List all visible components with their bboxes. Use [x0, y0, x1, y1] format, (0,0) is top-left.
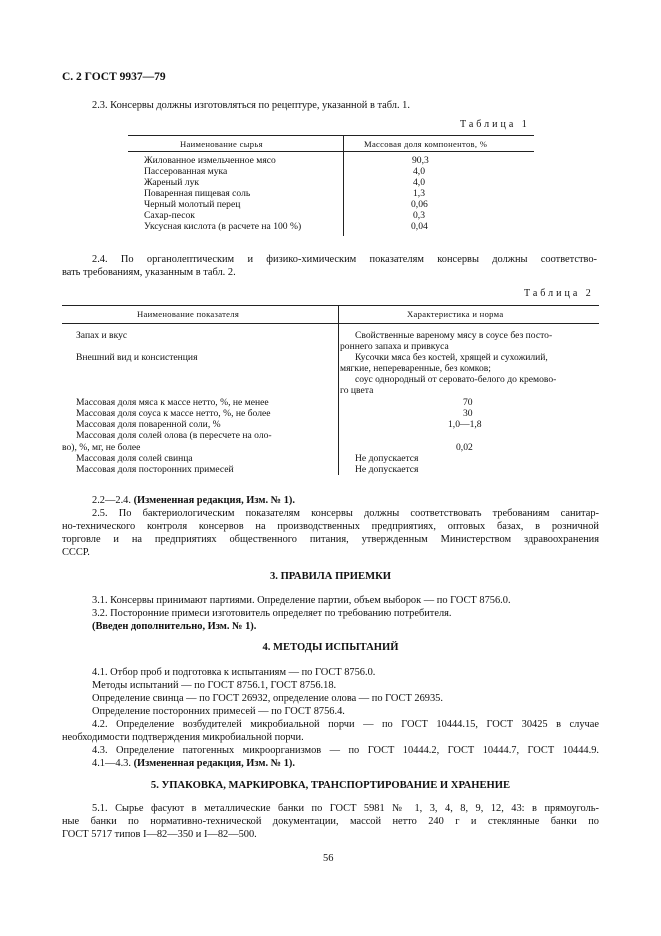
table1-row-name: Черный молотый перец [144, 199, 241, 210]
table2-row-value: соус однородный от серовато-белого до кремово- [355, 374, 557, 385]
paragraph-5-1-line3: ГОСТ 5717 типов I—82—350 и I—82—500. [62, 829, 257, 840]
table2-row-value: мягкие, непереваренные, без комков; [340, 363, 491, 374]
table2-row-name: Массовая доля соуса к массе нетто, %, не более [76, 408, 271, 419]
table2-row-name: Массовая доля солей свинца [76, 453, 193, 464]
section-3-title: 3. ПРАВИЛА ПРИЕМКИ [269, 571, 392, 582]
table2-row-value: 30 [463, 408, 473, 419]
table1-row-name: Жилованное измельченное мясо [144, 155, 276, 166]
table2-column-divider [338, 305, 339, 475]
amendment-range: 2.2—2.4. [92, 495, 134, 506]
table1-row-value: 1,3 [413, 188, 425, 199]
paragraph-4-2-line2: необходимости подтверждения микробиальной порчи. [62, 732, 304, 743]
paragraph-2-4-line1: 2.4. По органолептическим и физико-химическим показателям консервы должны соответство- [92, 254, 597, 265]
paragraph-3-2: 3.2. Посторонние примеси изготовитель определяет по требованию потребителя. [92, 608, 452, 619]
table2-header-value: Характеристика и норма [407, 309, 504, 319]
paragraph-4-1-lead-tin: Определение свинца — по ГОСТ 26932, определение олова — по ГОСТ 26935. [92, 693, 443, 704]
table2-row-name: Массовая доля мяса к массе нетто, %, не менее [76, 397, 269, 408]
paragraph-5-1-line1: 5.1. Сырье фасуют в металлические банки по ГОСТ 5981 № 1, 3, 4, 8, 9, 12, 43: в прямоуголь- [92, 803, 599, 814]
amendment-note-1 [92, 494, 295, 507]
paragraph-2-5-line3: торговле и на предприятиях общественного питания, утвержденным Министерством здравоохранения [62, 534, 599, 545]
paragraph-2-5-line1: 2.5. По бактериологическим показателям консервы должны соответствовать требованиям санитар- [92, 508, 599, 519]
table2-row-name: Массовая доля посторонних примесей [76, 464, 234, 475]
table1-header-name: Наименование сырья [180, 139, 263, 149]
table1-header-value: Массовая доля компонентов, % [364, 139, 488, 149]
paragraph-2-5-line2: но-технического контроля консервов на производственных предприятиях, оптовых базах, в розничной [62, 521, 599, 532]
table2-row-value: Не допускается [355, 453, 419, 464]
amendment-text: (Измененная редакция, Изм. № 1). [133, 495, 295, 506]
paragraph-3-1: 3.1. Консервы принимают партиями. Определение партии, объем выборок — по ГОСТ 8756.0. [92, 595, 511, 606]
table2-row-name: Массовая доля поваренной соли, % [76, 419, 221, 430]
table1-row-value: 0,04 [411, 221, 428, 232]
table1-row-name: Пассерованная мука [144, 166, 228, 177]
table1-row-value: 0,3 [413, 210, 425, 221]
table2-row-value: Свойственные вареному мясу в соусе без посто- [355, 330, 553, 341]
table2-header-name: Наименование показателя [137, 309, 240, 319]
section-5-title: 5. УПАКОВКА, МАРКИРОВКА, ТРАНСПОРТИРОВАНИЕ И ХРАНЕНИЕ [150, 780, 511, 791]
page-number: 56 [323, 853, 334, 864]
table2-top-rule [62, 305, 599, 306]
table1-top-rule [128, 135, 534, 136]
table2-row-name: Запах и вкус [76, 330, 128, 341]
paragraph-4-1-impurities: Определение посторонних примесей — по ГОСТ 8756.4. [92, 706, 345, 717]
amendment-note-2: (Введен дополнительно, Изм. № 1). [92, 621, 257, 632]
amendment-note-3 [92, 757, 295, 770]
table1-row-name: Сахар-песок [144, 210, 195, 221]
amendment-text: (Измененная редакция, Изм. № 1). [133, 758, 295, 769]
table1-row-name: Уксусная кислота (в расчете на 100 %) [144, 221, 302, 232]
paragraph-5-1-line2: ные банки по нормативно-технической документации, массой нетто 240 г и стеклянные банки по [62, 816, 599, 827]
table1-row-value: 4,0 [413, 166, 425, 177]
table2-caption: Таблица 2 [524, 288, 594, 299]
paragraph-2-4-line2: вать требованиям, указанным в табл. 2. [62, 267, 236, 278]
table2-row-value: 70 [463, 397, 473, 408]
table1-header-rule [128, 151, 534, 152]
table1-row-name: Жареный лук [144, 177, 200, 188]
table1-row-value: 90,3 [412, 155, 429, 166]
amendment-range: 4.1—4.3. [92, 758, 134, 769]
table1-row-value: 4,0 [413, 177, 425, 188]
table2-row-name: Массовая доля солей олова (в пересчете на оло- [76, 430, 272, 441]
table1-row-name: Поваренная пищевая соль [144, 188, 251, 199]
paragraph-4-2-line1: 4.2. Определение возбудителей микробиальной порчи — по ГОСТ 10444.15, ГОСТ 30425 в случае [92, 719, 599, 730]
table2-row-name: во), %, мг, не более [62, 442, 141, 453]
table1-caption: Таблица 1 [460, 119, 530, 130]
paragraph-4-3: 4.3. Определение патогенных микроорганизмов — по ГОСТ 10444.2, ГОСТ 10444.7, ГОСТ 10444.9. [92, 745, 599, 756]
table2-row-value: 1,0—1,8 [448, 419, 482, 430]
table2-row-value: Кусочки мяса без костей, хрящей и сухожилий, [355, 352, 548, 363]
paragraph-4-1-methods: Методы испытаний — по ГОСТ 8756.1, ГОСТ 8756.18. [92, 680, 337, 691]
table1-row-value: 0,06 [411, 199, 428, 210]
table2-row-value: 0,02 [456, 442, 473, 453]
paragraph-2-3: 2.3. Консервы должны изготовляться по рецептуре, указанной в табл. 1. [92, 100, 410, 111]
paragraph-2-5-line4: СССР. [62, 547, 90, 558]
paragraph-4-1: 4.1. Отбор проб и подготовка к испытаниям — по ГОСТ 8756.0. [92, 667, 376, 678]
table2-header-rule [62, 323, 599, 324]
table2-row-value: Не допускается [355, 464, 419, 475]
section-4-title: 4. МЕТОДЫ ИСПЫТАНИЙ [262, 642, 399, 653]
table2-row-name: Внешний вид и консистенция [76, 352, 198, 363]
page-header: С. 2 ГОСТ 9937—79 [62, 71, 166, 83]
table2-row-value: го цвета [340, 385, 374, 396]
table2-row-value: роннего запаха и привкуса [340, 341, 449, 352]
